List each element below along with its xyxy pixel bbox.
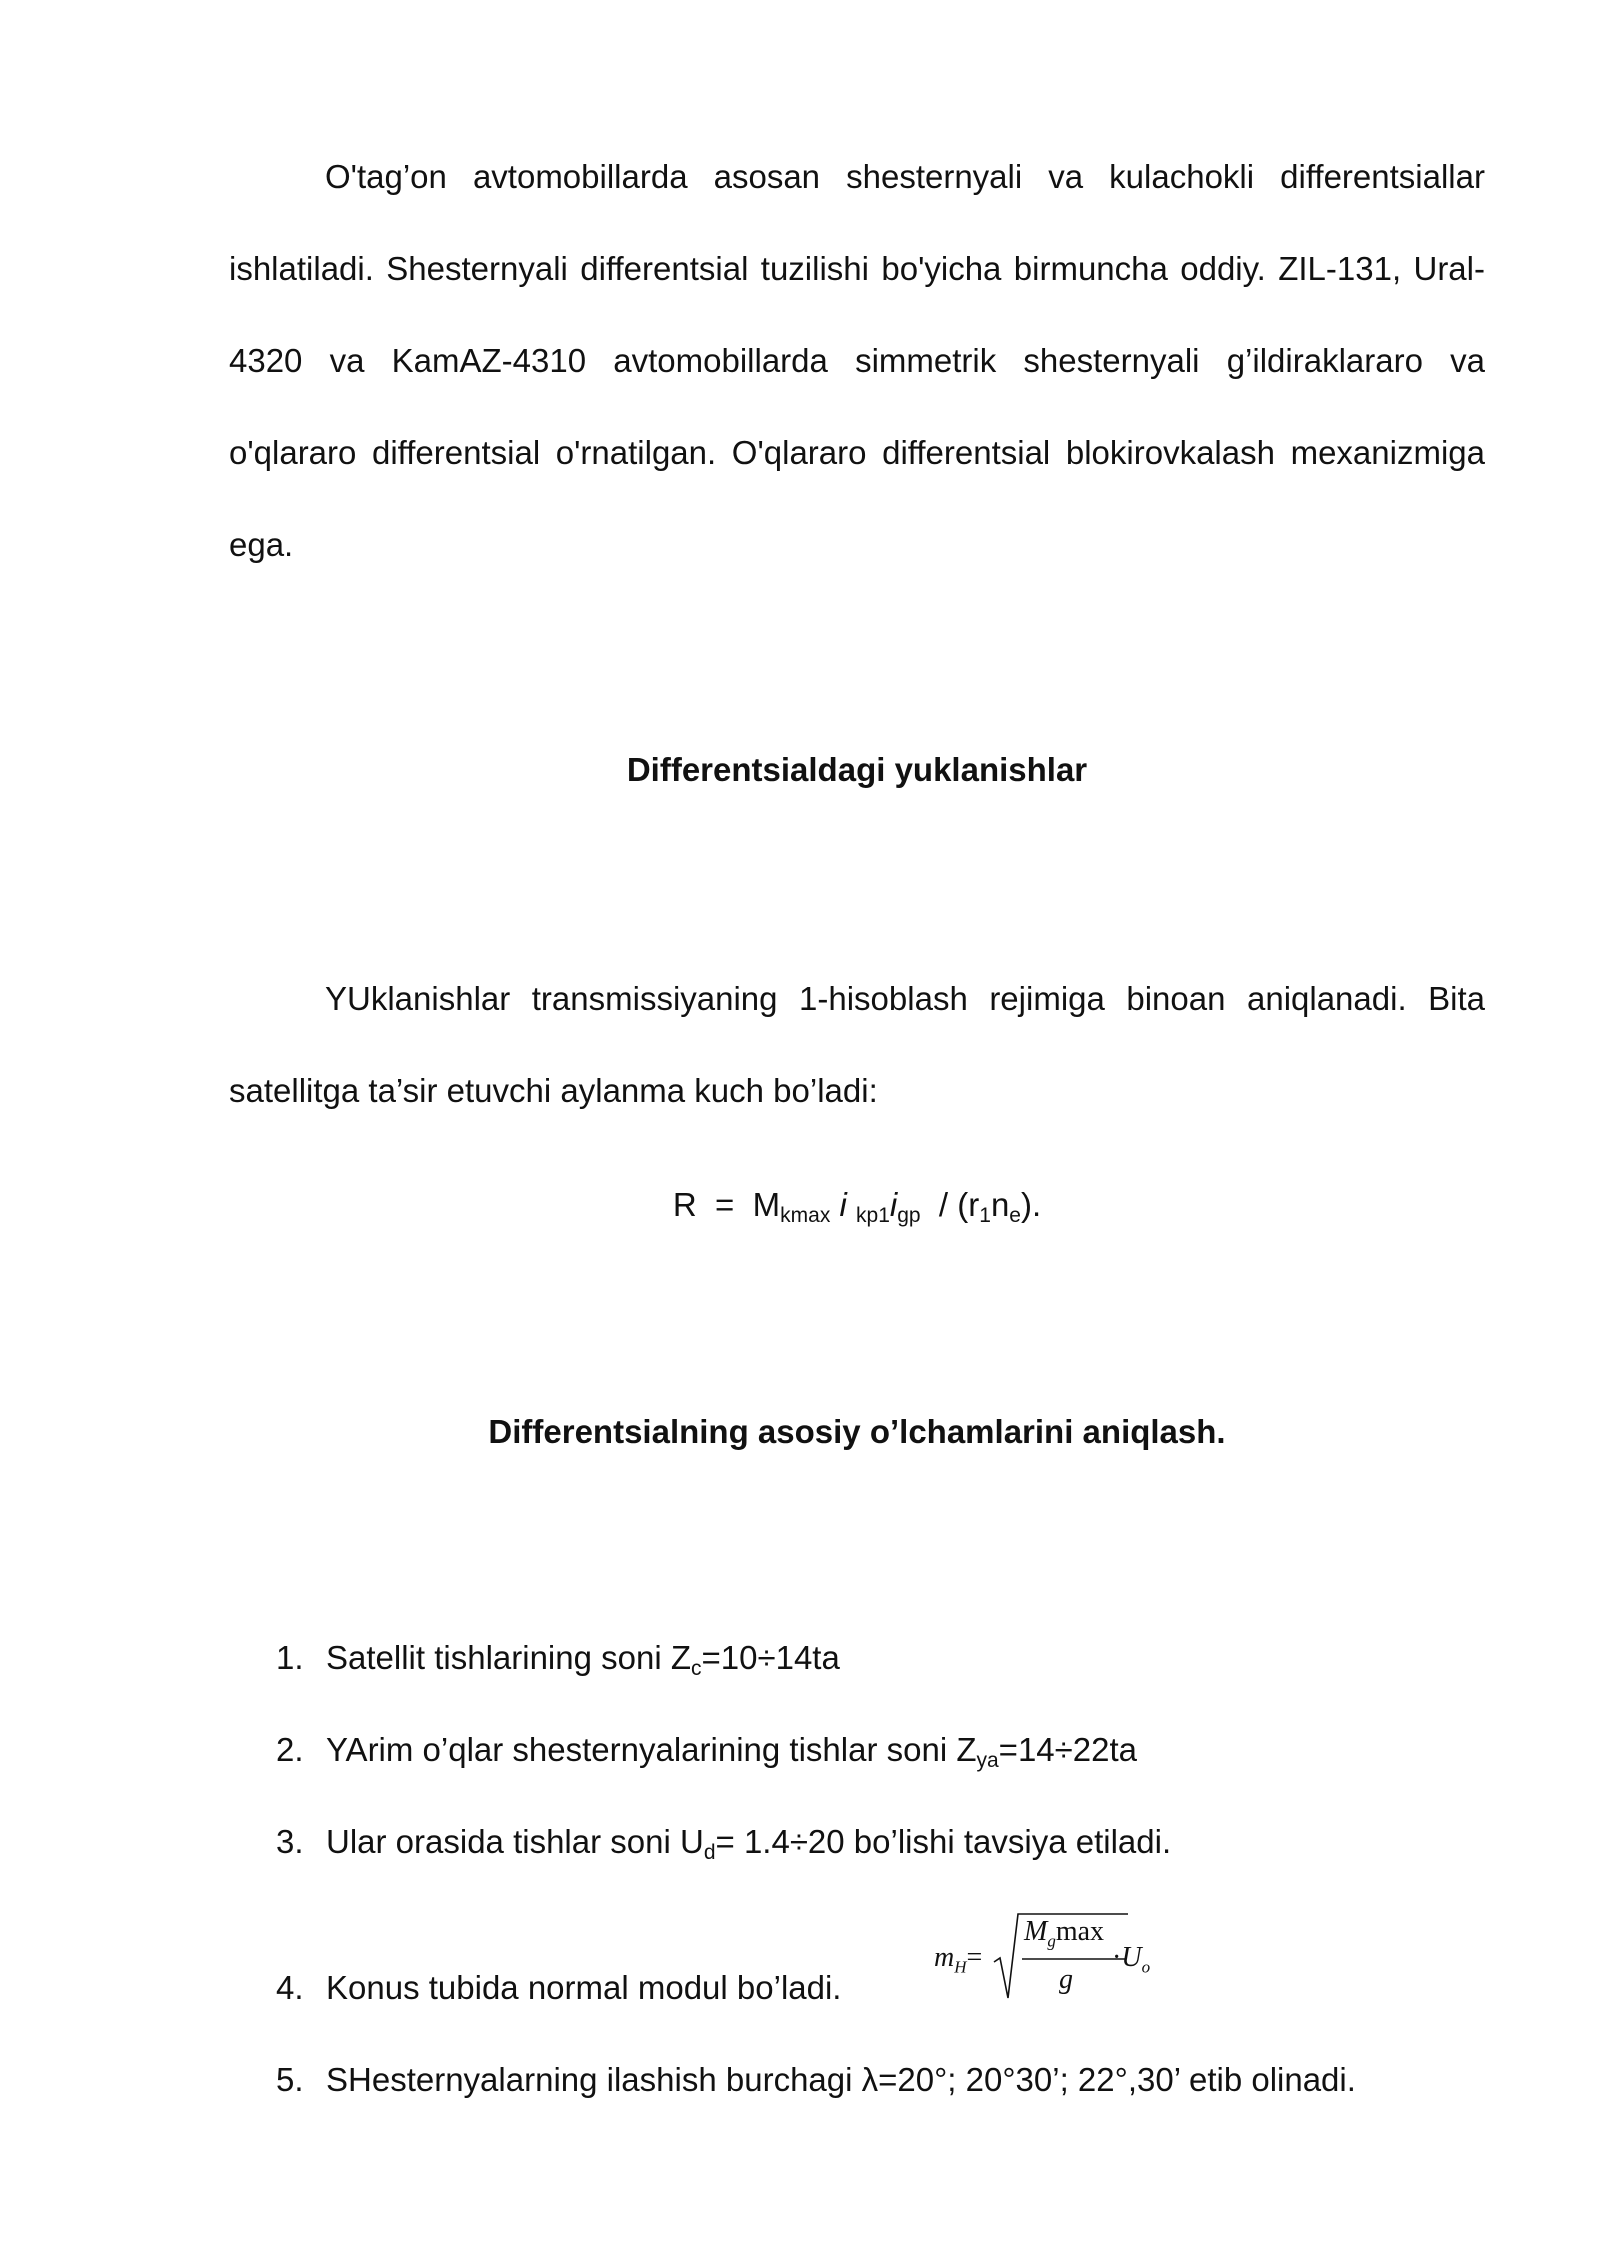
section-heading-loads: Differentsialdagi yuklanishlar [626, 751, 1088, 788]
paragraph-intro: O'tag’on avtomobillarda asosan shesternyali va kulachokli differentsiallar ishlatiladi. Shesternyali differentsial tuzilishi bo'yicha birmuncha oddiy. ZIL-131, Ural-4320 va KamAZ-4310 avtomobillarda simmetrik shesternyali g’ildiraklararo va o'qlararo differentsial o'rnatilgan. O'qlararo differentsial blokirovkalash mexanizmiga ega. [229, 158, 1485, 563]
list-item: 3. Ular orasida tishlar soni $U_d= 1.4\div 20$ bo’lishi tavsiya etiladi. [276, 1823, 1172, 1864]
force-formula: $R = M_{kmax}$ i $_{kp1}i_{gp} / (r_1n_e)$. [672, 1186, 1042, 1227]
normal-module-equation [934, 1902, 1174, 2012]
list-item: 2. YArim o’qlar shesternyalarining tishlar soni $Z_{ya}=14\div 22ta$ [276, 1731, 1137, 1772]
equation-rhs: $\cdot U_o$ [1112, 1942, 1151, 1977]
list-item: 4. Konus tubida normal modul bo’ladi. [276, 1969, 842, 2006]
equation-lhs: $m_H=$ [934, 1942, 983, 1977]
section-heading-dimensions: Differentsialning asosiy o’lchamlarini aniqlash. [488, 1413, 1226, 1450]
list-item: 1. Satellit tishlarining soni $Z_c=10\div 14ta$ [276, 1639, 840, 1680]
paragraph-loads: YUklanishlar transmissiyaning 1-hisoblash rejimiga binoan aniqlanadi. Bita satellitga ta’sir etuvchi aylanma kuch bo’ladi: [229, 980, 1485, 1109]
equation-denominator: g [1059, 1964, 1073, 1995]
list-item: 5. SHesternyalarning ilashish burchagi λ=20°; 20°30’; 22°,30’ etib olinadi. [276, 2061, 1356, 2098]
equation-numerator: $M_g\max$ [1024, 1916, 1105, 1951]
